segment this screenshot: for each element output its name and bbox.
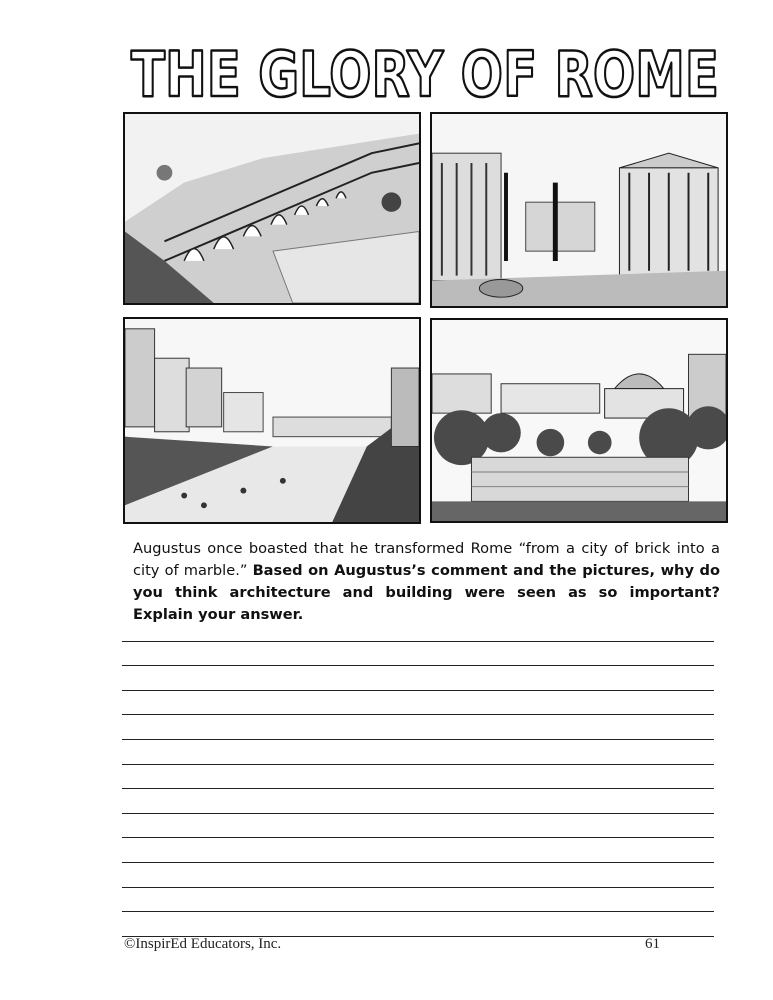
answer-line[interactable] <box>122 838 714 863</box>
answer-line[interactable] <box>122 740 714 765</box>
prompt-intro: Augustus once boasted that he transformed Rome “from a city of brick into a city of marble.” <box>133 540 720 579</box>
answer-area[interactable] <box>122 617 714 937</box>
answer-line[interactable] <box>122 666 714 691</box>
question-prompt <box>133 538 720 626</box>
answer-line[interactable] <box>122 789 714 814</box>
answer-line[interactable] <box>122 715 714 740</box>
answer-line[interactable] <box>122 863 714 888</box>
answer-line[interactable] <box>122 912 714 937</box>
page-title <box>125 38 725 110</box>
page-title-text: THE GLORY OF ROME <box>131 38 719 110</box>
aqueduct-illustration <box>123 112 421 305</box>
forum-illustration <box>430 112 728 308</box>
page-number: 61 <box>645 936 660 952</box>
prompt-question: Based on Augustus’s comment and the pictures, why do you think architecture and building were seen as so important? Explain your answer. <box>133 562 720 623</box>
answer-line[interactable] <box>122 691 714 716</box>
copyright-text: ©InspirEd Educators, Inc. <box>124 936 282 952</box>
gardens-palace-illustration <box>430 318 728 523</box>
circus-illustration <box>123 317 421 524</box>
answer-line[interactable] <box>122 765 714 790</box>
answer-line[interactable] <box>122 814 714 839</box>
answer-line[interactable] <box>122 617 714 642</box>
answer-line[interactable] <box>122 888 714 913</box>
answer-line[interactable] <box>122 642 714 667</box>
